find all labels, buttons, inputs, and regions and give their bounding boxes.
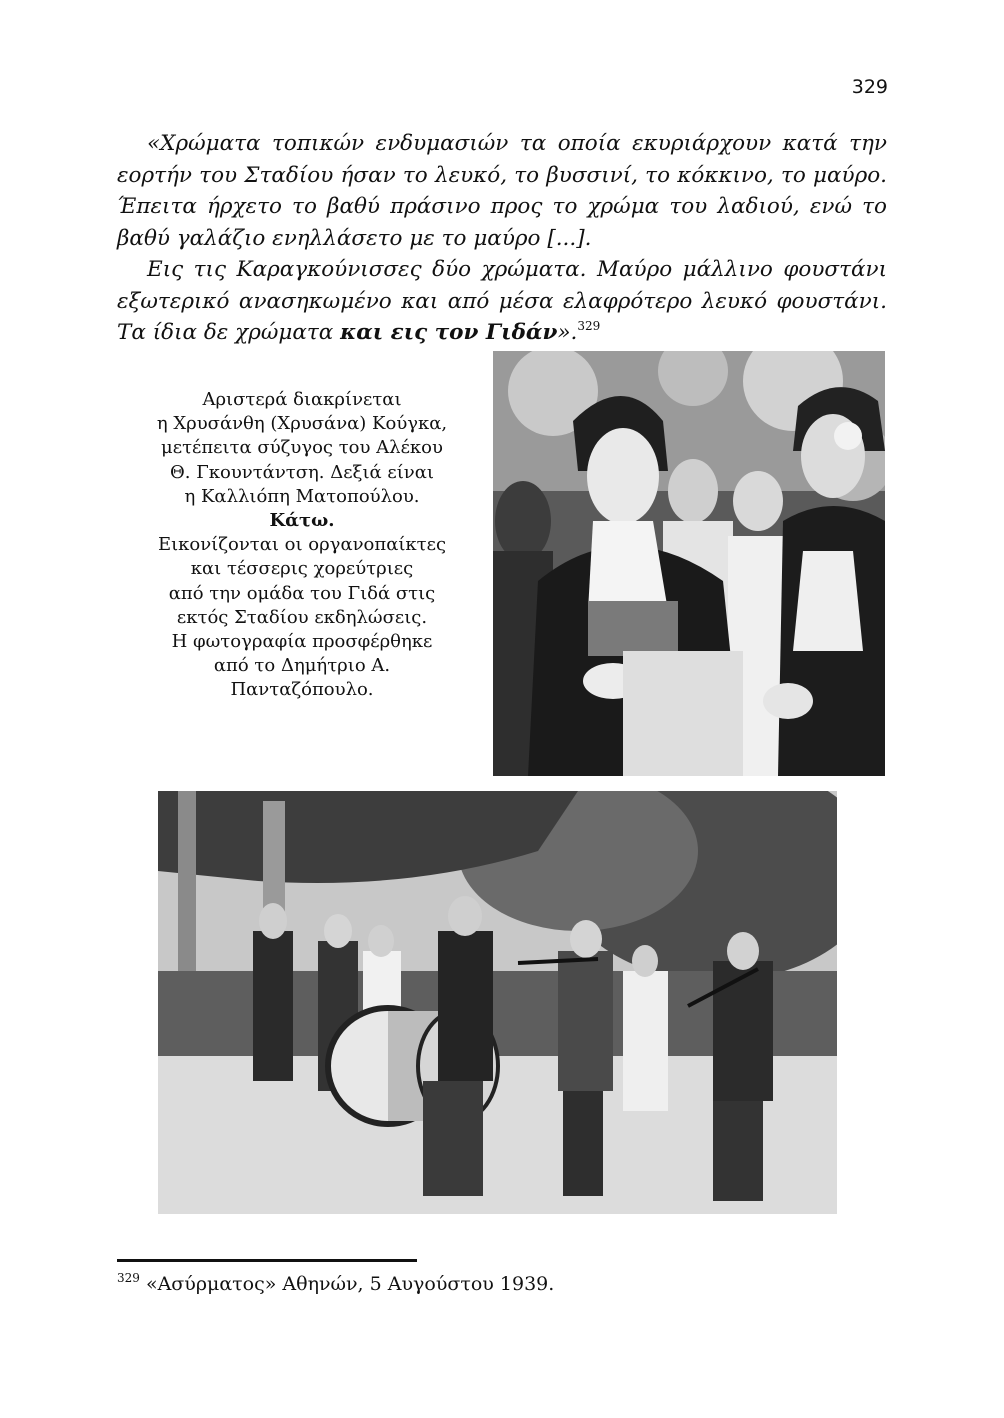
photo-women-costume: [493, 351, 885, 776]
photo-musicians-dancers: [158, 791, 837, 1214]
caption-line: από το Δημήτριο Α.: [213, 655, 391, 677]
footnote-number: 329: [117, 1271, 140, 1285]
quote-block: [117, 128, 887, 349]
caption-line: η Καλλιόπη Ματοπούλου.: [184, 485, 420, 507]
footnote-divider: [117, 1259, 417, 1262]
quote-closing: ».: [557, 320, 578, 345]
quote-bold-text: και εις τον Γιδάν: [340, 320, 558, 345]
caption-line: Η φωτογραφία προσφέρθηκε: [171, 631, 433, 653]
caption-line: Πανταζόπουλο.: [230, 679, 374, 701]
caption-line: από την ομάδα του Γιδά στις: [168, 582, 436, 604]
caption-line: η Χρυσάνθη (Χρυσάνα) Κούγκα,: [156, 413, 448, 435]
footnote-reference: 329: [577, 319, 601, 333]
quote-paragraph-1: «Χρώματα τοπικών ενδυμασιών τα οποία εκυριάρχουν κατά την εορτήν του Σταδίου ήσαν το λευκό, το βυσσινί, το κόκκινο, το μαύρο. Έπειτα ήρχετο το βαθύ πράσινο προς το χρώμα του λαδιού, ενώ το βαθύ γαλάζιο ενηλλάσετο με το μαύρο [...].: [117, 131, 887, 251]
caption-line: και τέσσερις χορεύτριες: [190, 558, 414, 580]
photo-caption: [117, 388, 487, 703]
caption-line: Εικονίζονται οι οργανοπαίκτες: [157, 534, 447, 556]
caption-line: Θ. Γκουντάντση. Δεξιά είναι: [170, 461, 434, 483]
footnote-text: «Ασύρματος» Αθηνών, 5 Αυγούστου 1939.: [145, 1273, 555, 1295]
photo-musicians-dancers-image: [158, 791, 837, 1214]
caption-line: Αριστερά διακρίνεται: [202, 389, 402, 410]
photo-women-costume-image: [493, 351, 885, 776]
caption-line: μετέπειτα σύζυγος του Αλέκου: [161, 437, 443, 459]
caption-line: εκτός Σταδίου εκδηλώσεις.: [176, 606, 428, 628]
caption-heading: Κάτω.: [269, 510, 335, 532]
footnote: [117, 1270, 887, 1298]
quote-paragraph-2-text: Εις τις Καραγκούνισσες δύο χρώματα. Μαύρο μάλλινο φουστάνι εξωτερικό ανασηκωμένο και από μέσα ελαφρότερο λευκό φουστάνι. Τα ίδια δε χρώματα: [117, 257, 887, 345]
quote-paragraph-2: [117, 254, 887, 349]
page-number: 329: [851, 76, 888, 98]
